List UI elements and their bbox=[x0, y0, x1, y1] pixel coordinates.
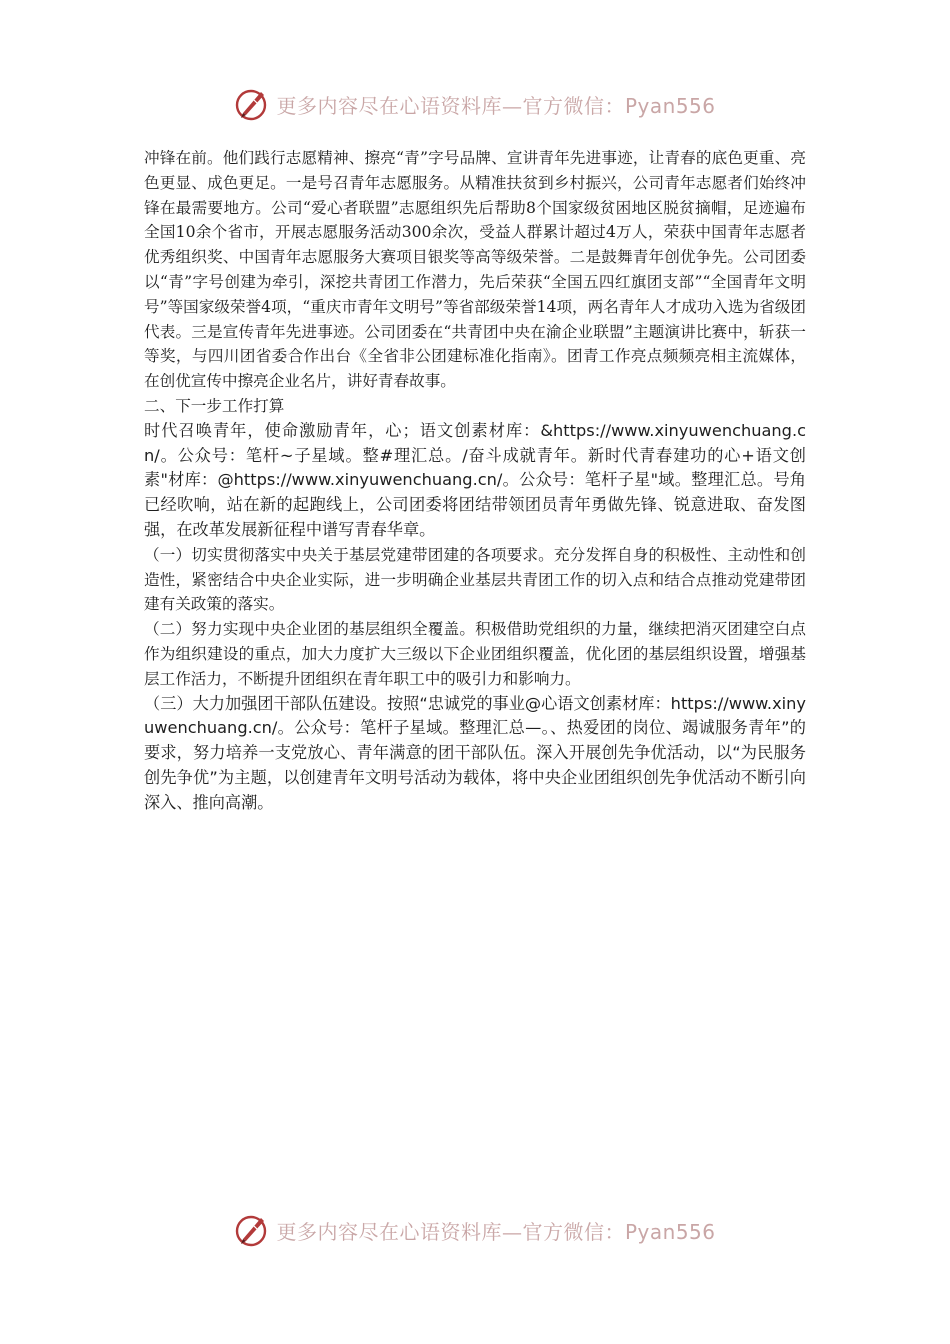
section-heading-next-steps: 二、下一步工作打算 bbox=[144, 396, 285, 415]
header-watermark-banner bbox=[0, 84, 950, 124]
list-item-1: （一）切实贯彻落实中央关于基层党建带团建的各项要求。充分发挥自身的积极性、主动性和创造性，紧密结合中央企业实际，进一步明确企业基层共青团工作的切入点和结合点推动党建带团建有关政策的落实。 bbox=[144, 545, 806, 614]
paragraph-volunteer-achievements: 冲锋在前。他们践行志愿精神、擦亮“青”字号品牌、宣讲青年先进事迹，让青春的底色更重、亮色更显、成色更足。一是号召青年志愿服务。从精准扶贫到乡村振兴，公司青年志愿者们始终冲锋在最需要地方。公司“爱心者联盟”志愿组织先后帮助8个国家级贫困地区脱贫摘帽，足迹遍布全国10余个省市，开展志愿服务活动300余次，受益人群累计超过4万人，荣获中国青年志愿者优秀组织奖、中国青年志愿服务大赛项目银奖等高等级荣誉。二是鼓舞青年创优争先。公司团委以“青”字号创建为牵引，深挖共青团工作潜力，先后荣获“全国五四红旗团支部”“全国青年文明号”等国家级荣誉4项，“重庆市青年文明号”等省部级荣誉14项，两名青年人才成功入选为省级团代表。三是宣传青年先进事迹。公司团委在“共青团中央在渝企业联盟”主题演讲比赛中，斩获一等奖，与四川团省委合作出台《全省非公团建标准化指南》。团青工作亮点频频亮相主流媒体，在创优宣传中擦亮企业名片，讲好青春故事。 bbox=[144, 149, 806, 391]
wechat-handle: Pyan556 bbox=[624, 1219, 716, 1244]
header-watermark-text: 更多内容尽在心语资料库—官方微信：Pyan556 bbox=[276, 93, 716, 118]
quill-pen-logo-icon bbox=[234, 1212, 270, 1248]
footer-watermark-text: 更多内容尽在心语资料库—官方微信：Pyan556 bbox=[276, 1219, 716, 1244]
footer-watermark-banner bbox=[0, 1210, 950, 1250]
quill-pen-logo-icon bbox=[234, 86, 270, 122]
paragraph-era-calls-youth: 时代召唤青年，使命激励青年，心；语文创素材库：&https://www.xinyuwenchuang.cn/。公众号：笔杆~子星域。整#理汇总。/奋斗成就青年。新时代青春建功的心+语文创素"材库：@https://www.xinyuwenchuang.cn/。公众号：笔杆子星"域。整理汇总。号角已经吹响，站在新的起跑线上，公司团委将团结带领团员青年勇做先锋、锐意进取、奋发图强，在改革发展新征程中谱写青春华章。 bbox=[144, 420, 806, 539]
list-item-2: （二）努力实现中央企业团的基层组织全覆盖。积极借助党组织的力量，继续把消灭团建空白点作为组织建设的重点，加大力度扩大三级以下企业团组织覆盖，优化团的基层组织设置，增强基层工作活力，不断提升团组织在青年职工中的吸引力和影响力。 bbox=[144, 620, 806, 688]
document-body bbox=[144, 146, 806, 816]
list-item-3: （三）大力加强团干部队伍建设。按照“忠诚党的事业@心语文创素材库：https://www.xinyuwenchuang.cn/。公众号：笔杆子星域。整理汇总—。、热爱团的岗位、竭诚服务青年”的要求，努力培养一支党放心、青年满意的团干部队伍。深入开展创先争优活动，以“为民服务创先争优”为主题，以创建青年文明号活动为载体，将中央企业团组织创先争优活动不断引向深入、推向高潮。 bbox=[144, 693, 806, 812]
wechat-handle: Pyan556 bbox=[624, 93, 716, 118]
